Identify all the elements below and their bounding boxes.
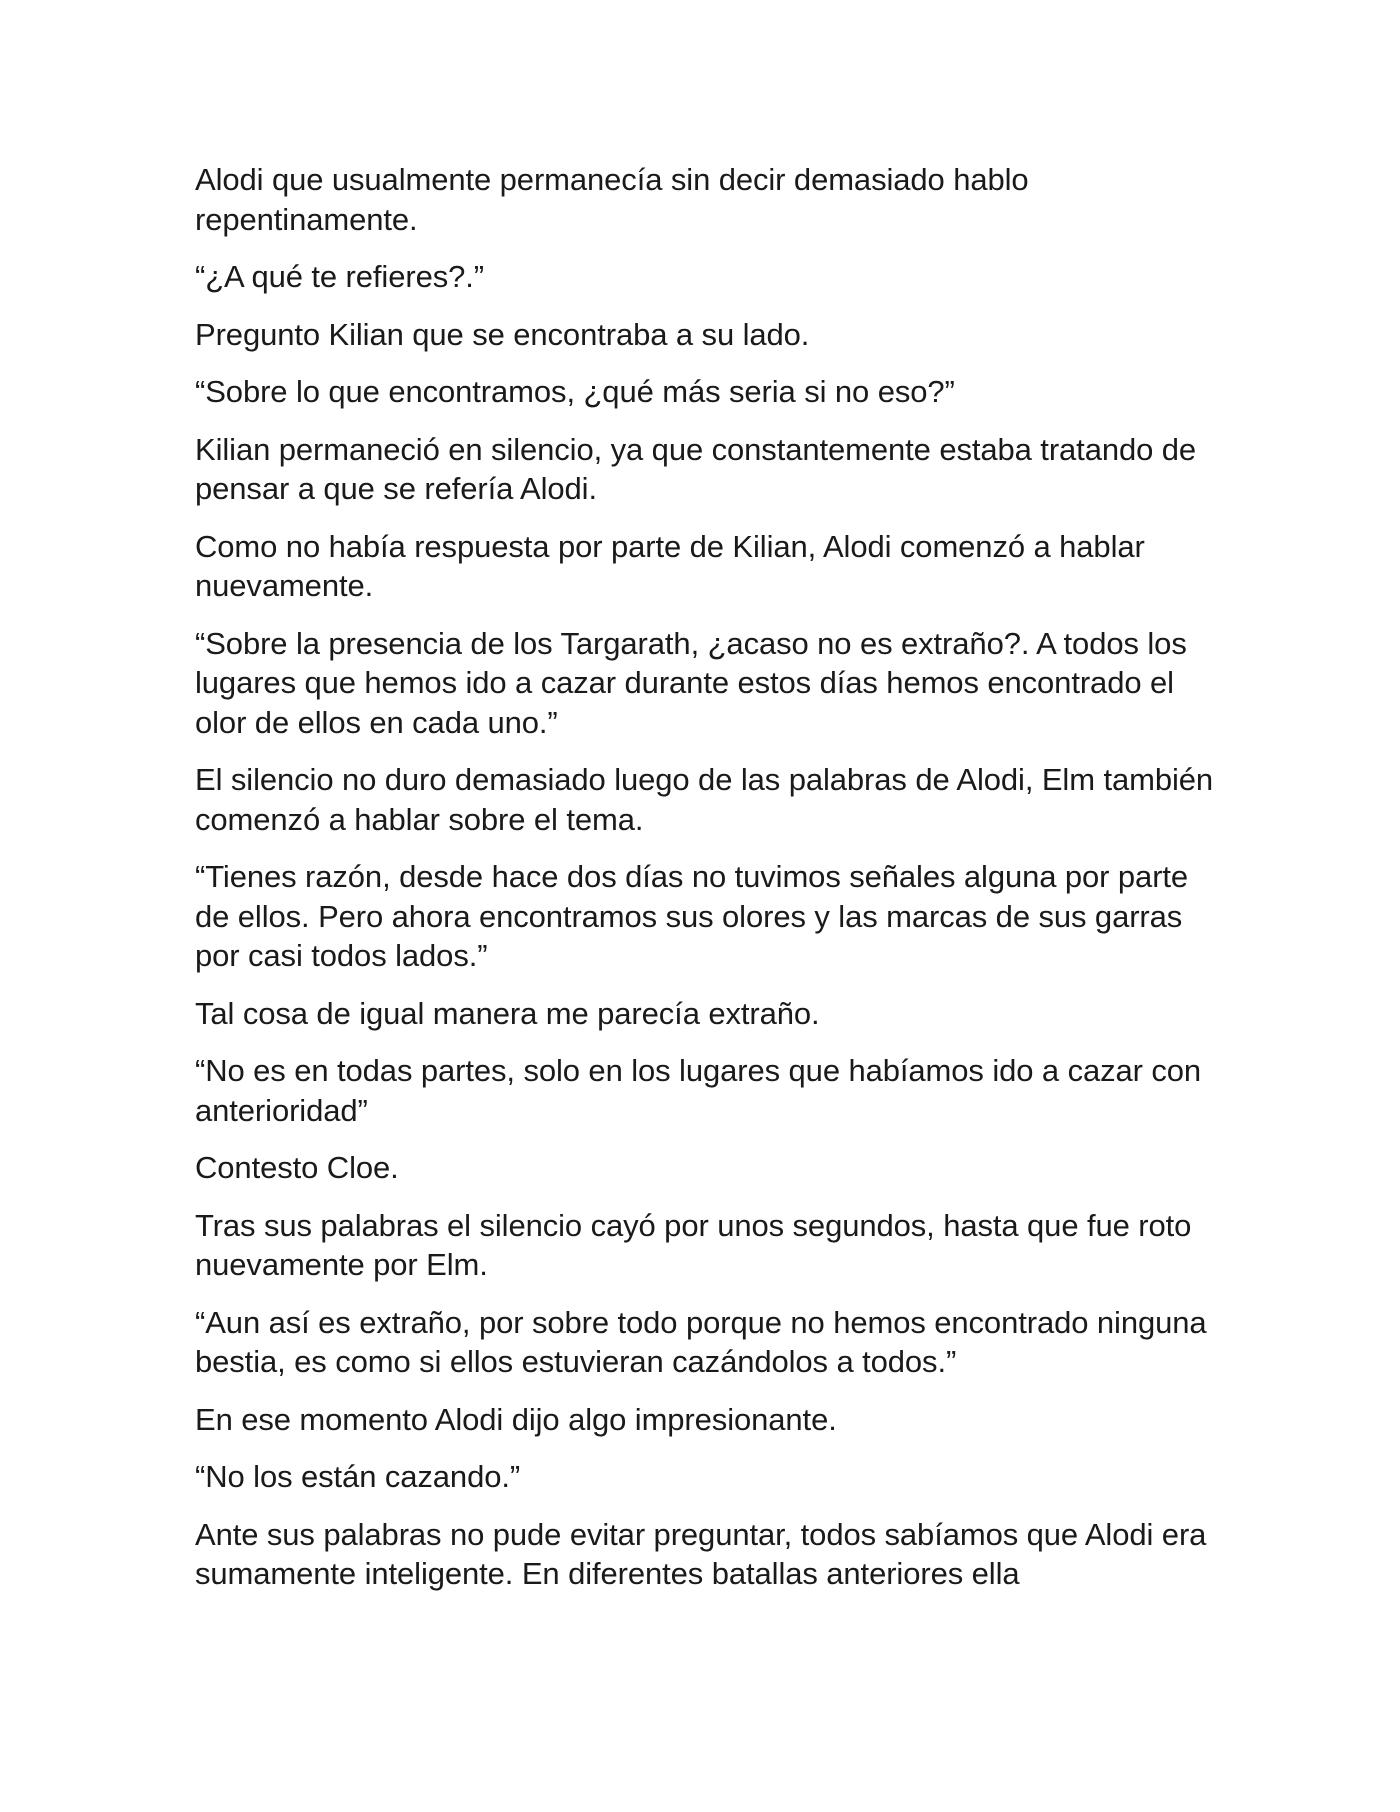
paragraph: “Sobre la presencia de los Targarath, ¿acaso no es extraño?. A todos los lugares que hemos ido a cazar durante estos días hemos encontrado el olor de ellos en cada uno.” (195, 625, 1187, 740)
paragraph: Contesto Cloe. (195, 1150, 399, 1185)
paragraph: Ante sus palabras no pude evitar preguntar, todos sabíamos que Alodi era sumamente inteligente. En diferentes batallas anteriores ella (195, 1516, 1207, 1591)
paragraph: Pregunto Kilian que se encontraba a su lado. (195, 316, 810, 352)
document-body (195, 160, 1225, 1612)
paragraph: El silencio no duro demasiado luego de las palabras de Alodi, Elm también comenzó a hablar sobre el tema. (195, 762, 1214, 837)
paragraph: “Aun así es extraño, por sobre todo porque no hemos encontrado ninguna bestia, es como si ellos estuvieran cazándolos a todos.” (195, 1304, 1207, 1379)
paragraph: Como no había respuesta por parte de Kilian, Alodi comenzó a hablar nuevamente. (195, 528, 1145, 603)
paragraph: Alodi que usualmente permanecía sin decir demasiado hablo repentinamente. (195, 162, 1029, 237)
paragraph: “¿A qué te refieres?.” (195, 259, 484, 294)
paragraph: Tal cosa de igual manera me parecía extraño. (195, 995, 820, 1031)
paragraph: Tras sus palabras el silencio cayó por unos segundos, hasta que fue roto nuevamente por Elm. (195, 1207, 1192, 1282)
paragraph: Kilian permaneció en silencio, ya que constantemente estaba tratando de pensar a que se refería Alodi. (195, 431, 1197, 506)
paragraph: “No es en todas partes, solo en los lugares que habíamos ido a cazar con anterioridad” (195, 1053, 1202, 1128)
paragraph: “Sobre lo que encontramos, ¿qué más seria si no eso?” (195, 374, 955, 409)
paragraph: “Tienes razón, desde hace dos días no tuvimos señales alguna por parte de ellos. Pero ahora encontramos sus olores y las marcas de sus garras por casi todos lados.” (195, 859, 1189, 973)
paragraph: “No los están cazando.” (195, 1459, 521, 1494)
paragraph: En ese momento Alodi dijo algo impresionante. (195, 1401, 837, 1437)
